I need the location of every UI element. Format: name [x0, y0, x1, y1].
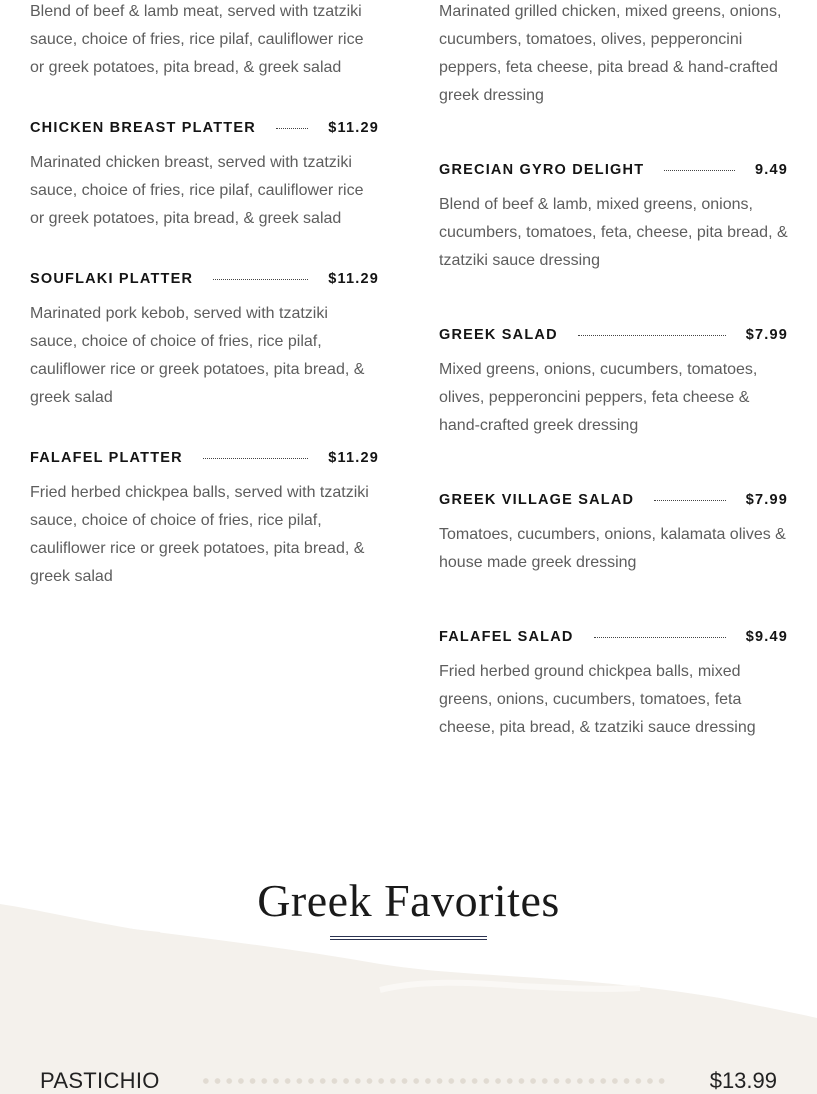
menu-item-falafel-platter	[30, 447, 379, 591]
title-underline-bottom	[330, 939, 487, 940]
menu-item-greek-village-salad	[439, 489, 788, 577]
item-price: $9.49	[745, 629, 788, 645]
item-description: Fried herbed chickpea balls, served with tzatziki sauce, choice of choice of fries, rice pilaf, cauliflower rice or greek potatoes, pita bread, & greek salad	[30, 484, 369, 585]
item-description: Blend of beef & lamb meat, served with tzatziki sauce, choice of fries, rice pilaf, cauliflower rice or greek potatoes, pita bread, & greek salad	[30, 3, 364, 76]
item-name: PASTICHIO	[40, 1068, 160, 1093]
title-underline-top	[330, 936, 487, 937]
item-description: Marinated pork kebob, served with tzatziki sauce, choice of choice of fries, rice pilaf, cauliflower rice or greek potatoes, pita bread, & greek salad	[30, 305, 365, 406]
item-description: Marinated grilled chicken, mixed greens, onions, cucumbers, tomatoes, olives, pepperoncini peppers, feta cheese, pita bread & hand-crafted greek dressing	[439, 3, 782, 104]
item-price: $7.99	[745, 327, 788, 343]
item-price: $13.99	[709, 1068, 777, 1093]
menu-item-greek-salad	[439, 324, 788, 440]
left-menu-column	[30, 0, 379, 591]
item-name: FALAFEL PLATTER	[30, 450, 183, 466]
dotted-leader	[654, 500, 726, 501]
menu-item-falafel-salad	[439, 626, 788, 742]
item-description: Fried herbed ground chickpea balls, mixed greens, onions, cucumbers, tomatoes, feta cheese, pita bread, & tzatziki sauce dressing	[439, 663, 756, 736]
item-name: FALAFEL SALAD	[439, 629, 574, 645]
item-name: GREEK SALAD	[439, 327, 558, 343]
item-price: $11.29	[328, 271, 379, 287]
item-price: $11.29	[328, 450, 379, 466]
item-price: $7.99	[745, 492, 788, 508]
item-description: Mixed greens, onions, cucumbers, tomatoes, olives, pepperoncini peppers, feta cheese & hand-crafted greek dressing	[439, 361, 758, 434]
dotted-leader	[200, 1078, 670, 1084]
dotted-leader	[276, 128, 308, 129]
item-price: $11.29	[328, 120, 379, 136]
dotted-leader	[213, 279, 308, 280]
section-title: Greek Favorites	[257, 875, 560, 926]
favorite-item-pastichio	[40, 1068, 777, 1094]
dotted-leader	[203, 458, 308, 459]
item-name: SOUFLAKI PLATTER	[30, 271, 194, 287]
menu-item-grecian-gyro-delight	[439, 159, 788, 275]
greek-favorites-section	[0, 860, 817, 1094]
right-menu-column	[439, 0, 788, 742]
item-name: GRECIAN GYRO DELIGHT	[439, 162, 645, 178]
item-price: 9.49	[754, 162, 788, 178]
item-description: Tomatoes, cucumbers, onions, kalamata olives & house made greek dressing	[439, 526, 786, 571]
item-name: GREEK VILLAGE SALAD	[439, 492, 635, 508]
item-name: CHICKEN BREAST PLATTER	[30, 120, 256, 136]
dotted-leader	[664, 170, 735, 171]
dotted-leader	[594, 637, 726, 638]
menu-item-chicken-breast-platter	[30, 117, 379, 233]
dotted-leader	[578, 335, 726, 336]
item-description: Marinated chicken breast, served with tzatziki sauce, choice of fries, rice pilaf, cauliflower rice or greek potatoes, pita bread, & greek salad	[30, 154, 364, 227]
item-description: Blend of beef & lamb, mixed greens, onions, cucumbers, tomatoes, feta, cheese, pita bread, & tzatziki sauce dressing	[439, 196, 788, 269]
menu-item-souflaki-platter	[30, 268, 379, 412]
